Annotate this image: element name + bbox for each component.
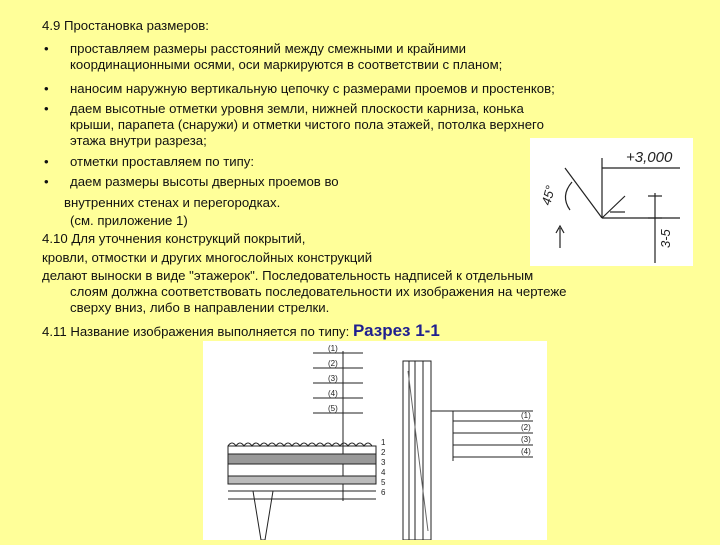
- size-label: 3-5: [658, 229, 673, 248]
- bullet-2: наносим наружную вертикальную цепочку с размерами проемов и простенков;: [70, 81, 555, 96]
- elevation-mark-drawing: [530, 138, 693, 266]
- side-number: 3: [381, 458, 386, 467]
- right-layer-label: (2): [521, 423, 531, 432]
- bullet-5-line-3: (см. приложение 1): [70, 213, 188, 228]
- bullet-1-line-2: координационными осями, оси маркируются в соответствии с планом;: [70, 57, 503, 72]
- right-layer-label: (1): [521, 411, 531, 420]
- side-number: 2: [381, 448, 386, 457]
- bullet-5-line-2: внутренних стенах и перегородках.: [64, 195, 281, 210]
- section-4-10-line-1: 4.10 Для уточнения конструкций покрытий,: [42, 231, 306, 246]
- bullet-marker: •: [44, 101, 49, 116]
- side-number: 4: [381, 468, 386, 477]
- left-layer-label: (5): [328, 404, 338, 413]
- bullet-5-line-1: даем размеры высоты дверных проемов во: [70, 174, 339, 189]
- section-title-example: Разрез 1-1: [352, 321, 440, 340]
- bullet-marker: •: [44, 154, 49, 169]
- section-4-11-text: [42, 323, 440, 340]
- left-layer-label: (1): [328, 344, 338, 353]
- left-layer-label: (3): [328, 374, 338, 383]
- left-layer-label: (4): [328, 389, 338, 398]
- bullet-3-line-1: даем высотные отметки уровня земли, нижней плоскости карниза, конька: [70, 101, 524, 116]
- layer-callout-drawing: [203, 341, 547, 540]
- section-4-10-line-2: кровли, отмостки и других многослойных конструкций: [42, 250, 373, 265]
- left-layer-label: (2): [328, 359, 338, 368]
- right-layer-label: (4): [521, 447, 531, 456]
- bullet-3-line-2: крыши, парапета (снаружи) и отметки чистого пола этажей, потолка верхнего: [70, 117, 544, 132]
- bullet-1-line-1: проставляем размеры расстояний между смежными и крайними: [70, 41, 467, 56]
- section-4-9-title: 4.9 Простановка размеров:: [42, 18, 209, 33]
- section-4-10-line-4: слоям должна соответствовать последовательности их изображения на чертеже: [70, 284, 567, 299]
- bullet-3-line-3: этажа внутри разреза;: [70, 133, 207, 148]
- bullet-marker: •: [44, 41, 49, 56]
- side-number: 1: [381, 438, 386, 447]
- angle-label: 45°: [538, 183, 558, 207]
- right-layer-label: (3): [521, 435, 531, 444]
- layer-callout-figure: [203, 341, 547, 540]
- side-number: 5: [381, 478, 386, 487]
- elevation-value: +3,000: [626, 149, 673, 166]
- section-4-11-label: 4.11 Название изображения выполняется по типу:: [42, 324, 350, 339]
- bullet-marker: •: [44, 174, 49, 189]
- section-4-10-line-3: делают выноски в виде "этажерок". Последовательность надписей к отдельным: [42, 268, 534, 283]
- bullet-marker: •: [44, 81, 49, 96]
- bullet-4: отметки проставляем по типу:: [70, 154, 255, 169]
- elevation-mark-figure: [530, 138, 693, 266]
- side-number: 6: [381, 488, 386, 497]
- section-4-10-line-5: сверху вниз, либо в направлении стрелки.: [70, 300, 330, 315]
